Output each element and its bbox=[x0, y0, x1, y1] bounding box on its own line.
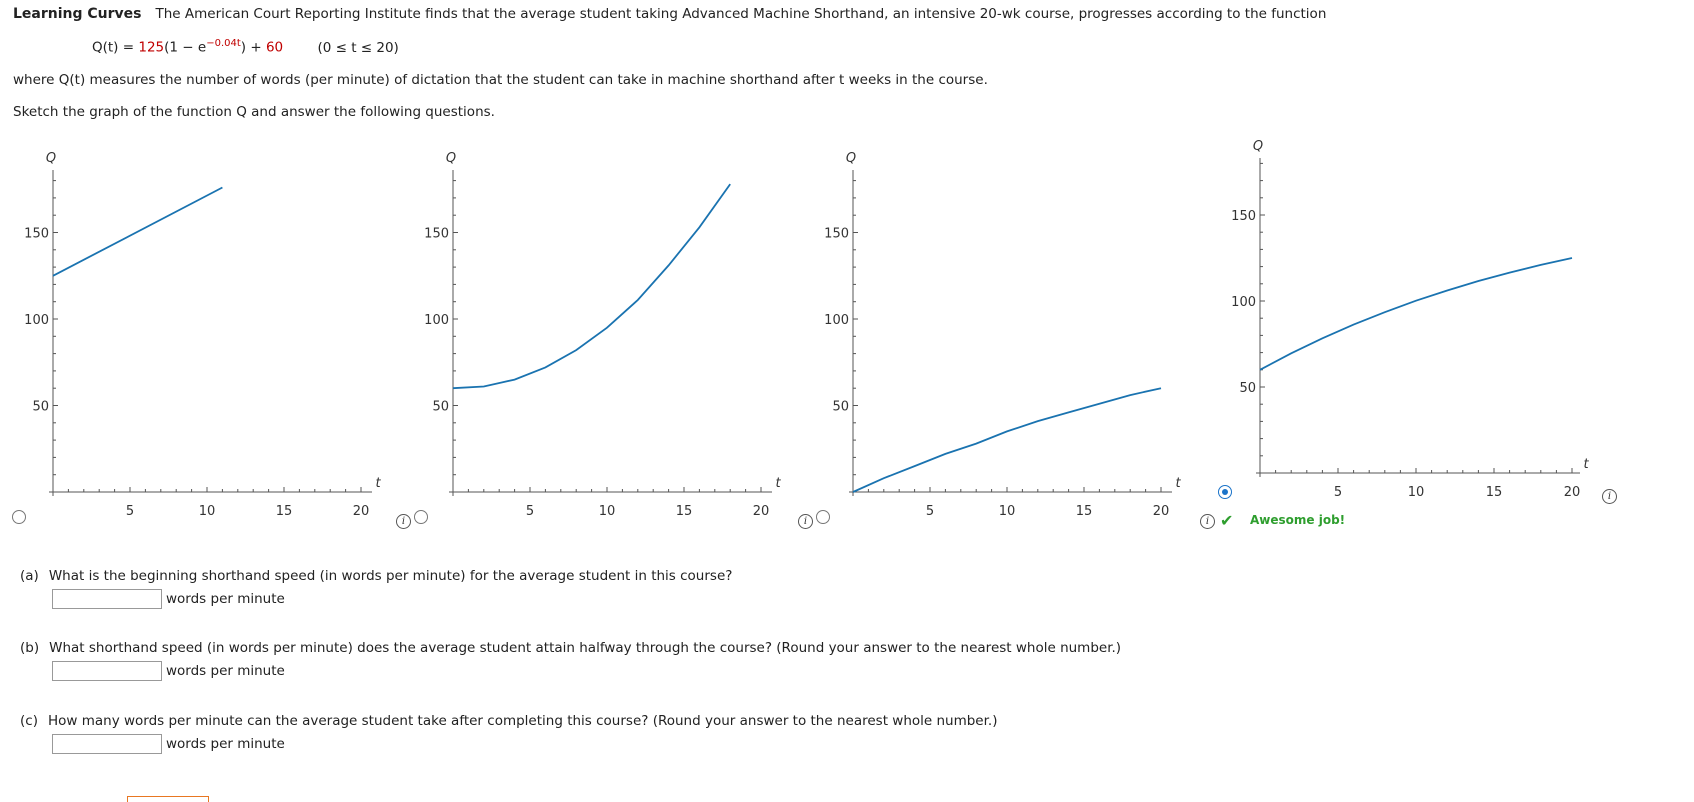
problem-title: Learning Curves bbox=[13, 6, 142, 22]
unit-label: words per minute bbox=[166, 736, 285, 752]
y-axis-name: Q bbox=[445, 151, 457, 166]
x-tick-label: 10 bbox=[1407, 485, 1425, 500]
y-tick-label: 100 bbox=[1231, 295, 1256, 310]
y-tick-label: 100 bbox=[824, 313, 849, 328]
y-tick-label: 100 bbox=[24, 313, 49, 328]
x-tick-label: 5 bbox=[125, 504, 135, 519]
formula-part: ) + bbox=[240, 39, 266, 56]
x-axis-name: t bbox=[1175, 476, 1181, 491]
problem-header bbox=[13, 6, 1326, 22]
x-tick-label: 10 bbox=[998, 504, 1016, 519]
function-curve bbox=[1260, 258, 1572, 370]
formula-part: (1 − e bbox=[164, 39, 207, 56]
y-tick-label: 50 bbox=[1239, 381, 1256, 396]
sketch-instruction: Sketch the graph of the function Q and answer the following questions. bbox=[13, 104, 495, 120]
x-axis-name: t bbox=[775, 476, 781, 491]
problem-intro: The American Court Reporting Institute finds that the average student taking Advanced Machine Shorthand, an intensive 20-wk course, progresses according to the function bbox=[155, 6, 1327, 22]
graph-option-3[interactable] bbox=[800, 150, 1200, 530]
y-tick-label: 150 bbox=[424, 226, 449, 242]
y-tick-label: 150 bbox=[824, 226, 849, 242]
x-tick-label: 10 bbox=[198, 504, 216, 519]
question-a bbox=[20, 568, 732, 584]
x-axis-name: t bbox=[375, 476, 381, 491]
info-icon[interactable]: i bbox=[396, 514, 411, 529]
question-label: (b) bbox=[20, 640, 40, 656]
graph-option-2[interactable] bbox=[400, 150, 800, 530]
y-axis-name: Q bbox=[45, 151, 57, 166]
x-tick-label: 15 bbox=[1075, 504, 1093, 519]
question-text: What shorthand speed (in words per minute) does the average student attain halfway through the course? (Round your answer to the nearest whole number.) bbox=[49, 640, 1122, 656]
y-tick-label: 50 bbox=[32, 399, 49, 415]
answer-c-input[interactable] bbox=[52, 734, 162, 754]
y-tick-label: 50 bbox=[832, 399, 849, 415]
function-formula bbox=[92, 38, 399, 56]
question-c bbox=[20, 713, 997, 729]
info-icon[interactable]: i bbox=[798, 514, 813, 529]
y-axis-name: Q bbox=[845, 151, 857, 166]
x-tick-label: 20 bbox=[752, 504, 770, 519]
answer-a-input[interactable] bbox=[52, 589, 162, 609]
x-tick-label: 15 bbox=[1485, 485, 1503, 500]
function-curve bbox=[53, 188, 222, 276]
answer-b bbox=[52, 661, 285, 681]
x-tick-label: 5 bbox=[525, 504, 535, 519]
graph-option-4[interactable] bbox=[1200, 128, 1620, 508]
unit-label: words per minute bbox=[166, 591, 285, 607]
info-icon[interactable]: i bbox=[1602, 489, 1617, 504]
question-text: What is the beginning shorthand speed (in words per minute) for the average student in this course? bbox=[48, 568, 733, 584]
question-label: (c) bbox=[20, 713, 38, 729]
x-tick-label: 5 bbox=[925, 504, 935, 519]
x-tick-label: 10 bbox=[598, 504, 616, 519]
y-axis-name: Q bbox=[1252, 139, 1264, 154]
formula-lhs: Q(t) = bbox=[92, 39, 139, 56]
question-text: How many words per minute can the average student take after completing this course? (Round your answer to the nearest whole number.) bbox=[47, 713, 998, 729]
x-tick-label: 15 bbox=[275, 504, 293, 519]
y-tick-label: 150 bbox=[24, 226, 49, 242]
x-tick-label: 20 bbox=[352, 504, 370, 519]
formula-exponent: −0.04t bbox=[206, 38, 241, 49]
y-tick-label: 100 bbox=[424, 313, 449, 328]
graph-option-1[interactable] bbox=[0, 150, 400, 530]
info-icon[interactable]: i bbox=[1200, 514, 1215, 529]
question-label: (a) bbox=[20, 568, 39, 584]
formula-constant: 60 bbox=[265, 39, 284, 56]
y-tick-label: 50 bbox=[432, 399, 449, 415]
y-tick-label: 150 bbox=[1231, 209, 1256, 224]
x-tick-label: 20 bbox=[1152, 504, 1170, 519]
answer-a bbox=[52, 589, 285, 609]
x-axis-name: t bbox=[1583, 457, 1589, 472]
answer-c bbox=[52, 734, 285, 754]
correct-check-icon: ✔ bbox=[1220, 511, 1234, 530]
function-curve bbox=[853, 388, 1161, 492]
question-b bbox=[20, 640, 1121, 656]
answer-b-input[interactable] bbox=[52, 661, 162, 681]
x-tick-label: 20 bbox=[1563, 485, 1581, 500]
x-tick-label: 5 bbox=[1333, 485, 1343, 500]
function-curve bbox=[453, 184, 730, 388]
submit-button-edge[interactable] bbox=[127, 796, 209, 802]
formula-domain: (0 ≤ t ≤ 20) bbox=[317, 39, 399, 56]
where-text: where Q(t) measures the number of words (per minute) of dictation that the student can take in machine shorthand after t weeks in the course. bbox=[13, 72, 988, 88]
unit-label: words per minute bbox=[166, 663, 285, 679]
feedback-text: Awesome job! bbox=[1250, 513, 1346, 527]
formula-coefficient: 125 bbox=[138, 39, 165, 56]
x-tick-label: 15 bbox=[675, 504, 693, 519]
